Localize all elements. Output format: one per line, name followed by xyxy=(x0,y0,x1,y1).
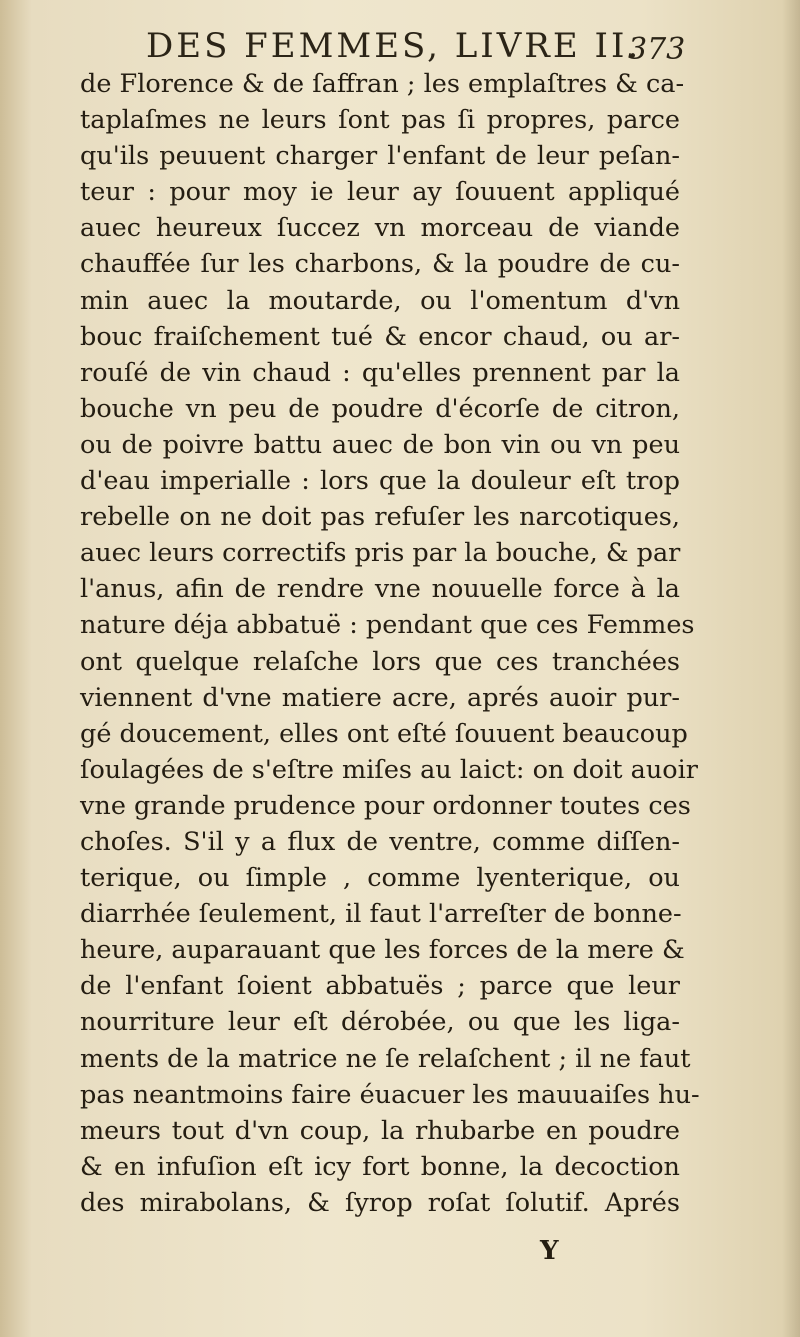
text-line: des mirabolans, & ſyrop roſat ſolutif. Aprés xyxy=(80,1187,680,1218)
text-line: bouche vn peu de poudre d'écorſe de citron, xyxy=(80,393,680,424)
text-line: rebelle on ne doit pas refuſer les narcotiques, xyxy=(80,502,680,533)
text-line: ont quelque relaſche lors que ces tranchées xyxy=(80,646,680,677)
text-line: de Florence & de ſaffran ; les emplaſtres & ca- xyxy=(80,69,685,99)
text-line: l'anus, afin de rendre vne nouuelle force à la xyxy=(80,574,680,605)
text-line: heure, auparauant que les forces de la mere & xyxy=(80,935,685,966)
text-line: taplaſmes ne leurs ſont pas ſi propres, parce xyxy=(80,105,680,136)
text-line: gé doucement, elles ont eſté ſouuent beaucoup xyxy=(80,718,688,749)
page-header xyxy=(80,22,686,70)
text-line: viennent d'vne matiere acre, aprés auoir pur- xyxy=(80,682,680,713)
text-line: nourriture leur eſt dérobée, ou que les liga- xyxy=(80,1007,680,1038)
text-line: auec heureux ſuccez vn morceau de viande xyxy=(80,213,680,244)
text-line: ou de poivre battu auec de bon vin ou vn peu xyxy=(80,429,680,460)
text-line: terique, ou ſimple , comme lyenterique, ou xyxy=(80,863,680,894)
text-line: meurs tout d'vn coup, la rhubarbe en poudre xyxy=(80,1115,680,1146)
text-line: nature déja abbatuë : pendant que ces Femmes xyxy=(80,610,695,641)
text-line: min auec la moutarde, ou l'omentum d'vn xyxy=(80,285,680,316)
text-line: de l'enfant ſoient abbatuës ; parce que leur xyxy=(80,971,680,1002)
page-number: 373 xyxy=(628,32,686,67)
text-line: & en infuſion eſt icy fort bonne, la decoction xyxy=(80,1151,680,1182)
text-line: teur : pour moy ie leur ay ſouuent appliqué xyxy=(80,177,680,208)
text-line: pas neantmoins faire éuacuer les mauuaiſes hu- xyxy=(80,1079,700,1110)
text-line: bouc fraiſchement tué & encor chaud, ou ar- xyxy=(80,321,680,352)
body-text xyxy=(80,66,700,1221)
text-line: d'eau imperialle : lors que la douleur eſt trop xyxy=(80,466,680,497)
text-line: chauffée ſur les charbons, & la poudre de cu- xyxy=(80,249,680,280)
text-line: diarrhée ſeulement, il faut l'arreſter de bonne- xyxy=(80,899,682,930)
text-line: vne grande prudence pour ordonner toutes ces xyxy=(80,790,691,821)
text-line: ments de la matrice ne ſe relaſchent ; il ne faut xyxy=(80,1043,691,1074)
text-line: qu'ils peuuent charger l'enfant de leur peſan- xyxy=(80,141,680,172)
text-line: rouſé de vin chaud : qu'elles prennent par la xyxy=(80,357,680,388)
running-head: DES FEMMES, LIVRE II. xyxy=(146,26,642,66)
text-line: choſes. S'il y a flux de ventre, comme diſſen- xyxy=(80,826,680,857)
text-line: auec leurs correctifs pris par la bouche, & par xyxy=(80,538,681,569)
signature-mark: Y xyxy=(540,1236,559,1266)
text-line: ſoulagées de s'eſtre miſes au laict: on doit auoir xyxy=(80,754,698,785)
